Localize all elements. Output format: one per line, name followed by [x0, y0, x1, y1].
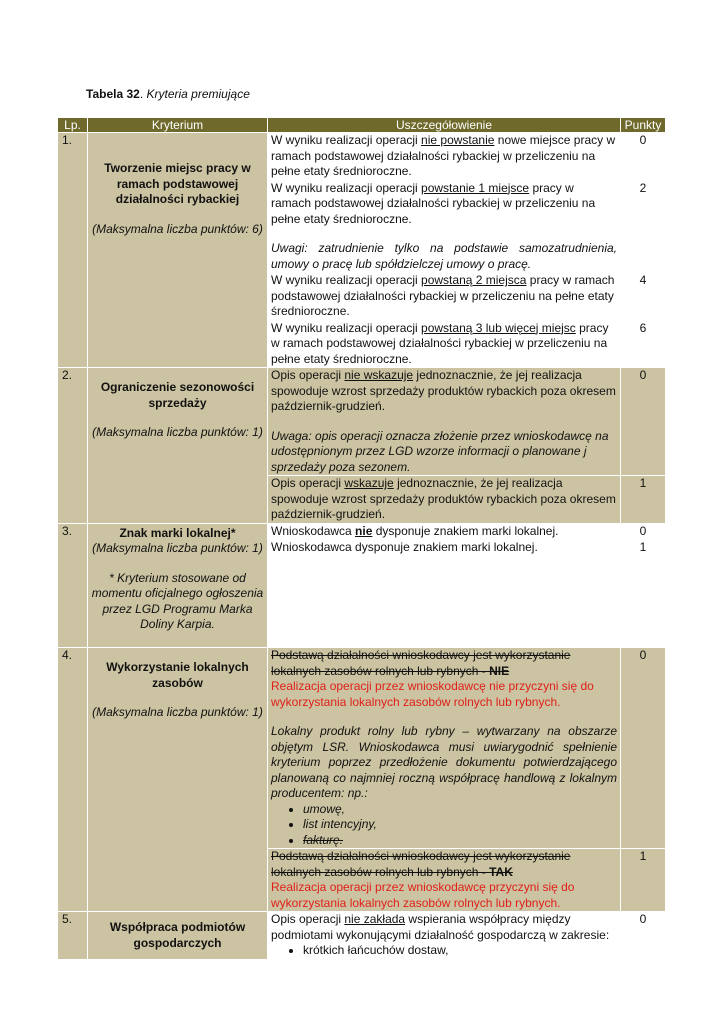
criteria-table [57, 117, 666, 960]
list-item: • krótkich łańcuchów dostaw, [303, 943, 617, 959]
criterion-cell [88, 368, 268, 524]
points-cell: 0 [621, 133, 666, 181]
points-cell: 6 [621, 320, 666, 368]
red-text: Realizacja operacji przez wnioskodawcę przyczyni się do wykorzystania lokalnych zasobów rolnych lub rybnych. [271, 880, 575, 910]
header-uszczegolowienie: Uszczegółowienie [268, 118, 621, 133]
table-header [58, 118, 666, 133]
criterion-name: Ograniczenie sezonowości sprzedaży [100, 380, 255, 410]
table-caption: Tabela 32. Kryteria premiujące [86, 87, 250, 101]
table-row [58, 523, 666, 540]
row-number: 4. [58, 648, 88, 912]
points-cell: 4 [621, 273, 666, 321]
criterion-footnote: * Kryterium stosowane od momentu oficjalnego ogłoszenia przez LGD Programu Marka Doliny Karpia. [91, 570, 264, 631]
criterion-name: Znak marki lokalnej* [119, 525, 236, 540]
criterion-name: Współpraca podmiotów gospodarczych [109, 920, 246, 950]
points-cell: 1 [621, 540, 666, 648]
row-number: 3. [58, 523, 88, 648]
list-item: • fakturę. [303, 833, 617, 849]
detail-note: Lokalny produkt rolny lub rybny – wytwarzany na obszarze objętym LSR. Wnioskodawca musi uwiarygodnić spełnienie kryterium poprzez przedłożenie dokumentu potwierdzającego planowaną co najmniej roczną współpracę handlową z lokalnym producentem: np.: [271, 724, 617, 800]
table-row [58, 133, 666, 181]
points-cell: 0 [621, 648, 666, 849]
criterion-cell [88, 523, 268, 648]
points-cell: 0 [621, 523, 666, 540]
points-cell: 0 [621, 912, 666, 960]
points-cell: 1 [621, 476, 666, 524]
header-kryterium: Kryterium [88, 118, 268, 133]
cooperation-list [271, 943, 617, 959]
points-cell: 0 [621, 368, 666, 476]
detail-cell: Wnioskodawca dysponuje znakiem marki lokalnej. [268, 540, 621, 648]
points-cell: 2 [621, 180, 666, 273]
struck-text: Podstawą działalności wnioskodawcy jest wykorzystanie lokalnych zasobów rolnych lub rybnych - [271, 648, 571, 678]
detail-cell: Opis operacji nie wskazuje jednoznacznie, że jej realizacja spowoduje wzrost sprzedaży produktów rybackich poza okresem październik-grudzień. Uwaga: opis operacji oznacza złożenie przez wnioskodawcę na udostępnionym przez LGD wzorze informacji o planowane j sprzedaży poza sezonem. [268, 368, 621, 476]
header-punkty: Punkty [621, 118, 666, 133]
criterion-cell [88, 912, 268, 960]
caption-title: Kryteria premiujące [146, 87, 250, 101]
row-number: 2. [58, 368, 88, 524]
table-row [58, 368, 666, 476]
criterion-max: (Maksymalna liczba punktów: 1) [92, 425, 263, 439]
detail-cell: Podstawą działalności wnioskodawcy jest wykorzystanie lokalnych zasobów rolnych lub rybnych - NIE Realizacja operacji przez wnioskodawcę nie przyczyni się do wykorzystania lokalnych zasobów rolnych lub rybnych. Lokalny produkt rolny lub rybny – wytwarzany na obszarze objętym LSR. Wnioskodawca musi uwiarygodnić spełnienie kryterium poprzez przedłożenie dokumentu potwierdzającego planowaną co najmniej roczną współpracę handlową z lokalnym producentem: np.: • umowę, • list intencyjny, • fakturę. [268, 648, 621, 849]
detail-note: Uwaga: opis operacji oznacza złożenie przez wnioskodawcę na udostępnionym przez LGD wzorze informacji o planowane j sprzedaży poza sezonem. [271, 428, 609, 474]
detail-cell: Wnioskodawca nie dysponuje znakiem marki lokalnej. [268, 523, 621, 540]
detail-cell: W wyniku realizacji operacji powstanie 1 miejsce pracy w ramach podstawowej działalności rybackiej w przeliczeniu na pełne etaty średnioroczne. Uwagi: zatrudnienie tylko na podstawie samozatrudnienia, umowy o pracę lub spółdzielczej umowy o pracę. [268, 180, 621, 273]
table-row [58, 648, 666, 849]
detail-cell: W wyniku realizacji operacji powstaną 3 lub więcej miejsc pracy w ramach podstawowej działalności rybackiej w przeliczeniu na pełne etaty średnioroczne. [268, 320, 621, 368]
row-number: 1. [58, 133, 88, 368]
row-number: 5. [58, 912, 88, 960]
criterion-name: Wykorzystanie lokalnych zasobów [106, 660, 249, 690]
detail-cell: Podstawą działalności wnioskodawcy jest wykorzystanie lokalnych zasobów rolnych lub rybnych - TAK Realizacja operacji przez wnioskodawcę przyczyni się do wykorzystania lokalnych zasobów rolnych lub rybnych. [268, 849, 621, 912]
detail-cell: W wyniku realizacji operacji powstaną 2 miejsca pracy w ramach podstawowej działalności rybackiej w przeliczeniu na pełne etaty średnioroczne. [268, 273, 621, 321]
list-item: • list intencyjny, [303, 817, 617, 833]
points-cell: 1 [621, 849, 666, 912]
criterion-max: (Maksymalna liczba punktów: 6) [92, 221, 263, 236]
caption-label: Tabela 32 [86, 87, 140, 101]
evidence-list [271, 802, 617, 849]
criterion-name: Tworzenie miejsc pracy w ramach podstawowej działalności rybackiej [104, 161, 251, 206]
criterion-max: (Maksymalna liczba punktów: 1) [92, 705, 263, 719]
detail-cell: Opis operacji wskazuje jednoznacznie, że jej realizacja spowoduje wzrost sprzedaży produktów rybackich poza okresem październik-grudzień. [268, 476, 621, 524]
criterion-max: (Maksymalna liczba punktów: 1) [92, 541, 263, 555]
criterion-cell [88, 133, 268, 368]
detail-note: Uwagi: zatrudnienie tylko na podstawie samozatrudnienia, umowy o pracę lub spółdzielczej umowy o pracę. [271, 241, 617, 271]
red-text: Realizacja operacji przez wnioskodawcę nie przyczyni się do wykorzystania lokalnych zasobów rolnych lub rybnych. [271, 679, 594, 709]
table-row [58, 912, 666, 960]
struck-text: Podstawą działalności wnioskodawcy jest wykorzystanie lokalnych zasobów rolnych lub rybnych - [271, 849, 571, 879]
criterion-cell [88, 648, 268, 912]
header-lp: Lp. [58, 118, 88, 133]
detail-cell: W wyniku realizacji operacji nie powstanie nowe miejsce pracy w ramach podstawowej działalności rybackiej w przeliczeniu na pełne etaty średnioroczne. [268, 133, 621, 181]
list-item: • umowę, [303, 802, 617, 818]
detail-cell: Opis operacji nie zakłada wspierania współpracy między podmiotami wykonującymi działalność gospodarczą w zakresie: • krótkich łańcuchów dostaw, [268, 912, 621, 960]
